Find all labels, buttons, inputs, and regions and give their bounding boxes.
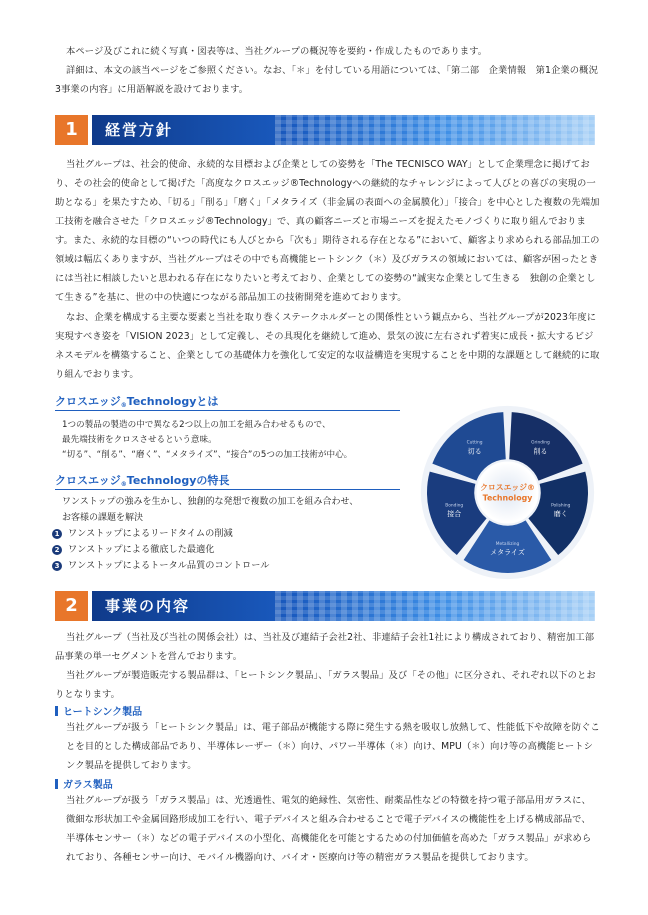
intro-line-2: 詳細は、本文の該当ページをご参照ください。なお、「＊」を付している用語については、「第二部 企業情報 第1企業の概況 3事業の内容」に用語解説を設けております。 (55, 65, 608, 95)
wheel-center (478, 463, 538, 523)
crossedge-heading-1-text: クロスエッジ (55, 395, 121, 408)
wheel-segment-en-label: Grinding (531, 440, 550, 446)
section1-title: 経営方針 (105, 121, 174, 139)
wheel-segment-en-label: Polishing (551, 503, 571, 509)
list-item-text: ワンストップによるトータル品質のコントロール (68, 560, 270, 571)
list-item (52, 542, 269, 558)
crossedge-desc-2b: お客様の課題を解決 (62, 513, 144, 523)
registered-mark: ® (120, 481, 127, 488)
number-badge: 2 (52, 545, 62, 555)
list-item (52, 526, 269, 542)
wheel-segment-en-label: Bonding (445, 503, 464, 509)
section2-number: 2 (55, 591, 88, 621)
wheel-segment-ja-label: 磨く (553, 509, 568, 518)
heatsink-heading (55, 703, 142, 718)
section1-paragraph-1: 当社グループは、社会的使命、永続的な目標および企業としての姿勢を「The TECNISCO WAY」として企業理念に掲げており、その社会的使命として掲げた「高度なクロスエッジ®Technologyへの継続的なチャレンジによって人びとの喜びの実現の一助となる」を果たすため、「切る」「削る」「磨く」「メタライズ（非金属の表面への金属膜化）」「接合」を中心とした複数の先端加工技術を融合させた「クロスエッジ®Technology」で、真の顧客ニーズと市場ニーズを捉えたモノづくりに取り組んでおります。また、永続的な目標の“いつの時代にも人びとから「次も」期待される存在となる”において、顧客より求められる部品加工の領域は幅広くありますが、当社グループはその中でも高機能ヒートシンク（＊）及びガラスの領域においては、顧客が困ったときには当社に相談したいと思われる存在になりたいと考えており、企業としての姿勢の“誠実な企業として生きる 独創の企業として生きる”を基に、世の中の快適につながる部品加工の技術開発を進めております。 (55, 159, 600, 303)
crossedge-heading-1-tail: Technologyとは (126, 395, 219, 408)
section1-number: 1 (55, 115, 88, 145)
wheel-segment-en-label: Cutting (466, 440, 483, 446)
crossedge-heading-2-rule (55, 489, 400, 490)
wheel-segment-ja-label: メタライズ (490, 548, 525, 557)
section2-header (55, 591, 595, 621)
wheel-center-line2: Technology (482, 493, 533, 503)
registered-mark: ® (120, 402, 127, 409)
crossedge-desc-1c: “切る”、“削る”、“磨く”、“メタライズ”、“接合”の5つの加工技術が中心。 (62, 450, 353, 460)
wheel-segment-ja-label: 切る (467, 447, 482, 456)
heading-marker (55, 779, 58, 789)
glass-paragraph: 当社グループが扱う「ガラス製品」は、光透過性、電気的絶縁性、気密性、耐薬品性などの特徴を持つ電子部品用ガラスに、微細な形状加工や金属回路形成加工を行い、電子デバイスと組み合わせることで電子デバイスの機能性を上げる構成部品で、半導体センサー（＊）などの電子デバイスの小型化、高機能化を可能とするための付加価値を高めた「ガラス製品」が求められており、各種センサー向け、モバイル機器向け、バイオ・医療向け等の精密ガラス製品を提供しております。 (66, 795, 592, 863)
list-item (52, 558, 269, 574)
crossedge-heading-1 (55, 393, 218, 409)
section1-paragraph-2: なお、企業を構成する主要な要素と当社を取り巻くステークホルダーとの関係性という観点から、当社グループが2023年度に実現すべき姿を「VISION 2023」として定義し、その具現化を継続して進め、景気の波に左右されず着実に成長・拡大するビジネスモデルを構築すること、企業としての基礎体力を強化して安定的な収益構造を実現することを中期的な課題として継続的に取り組んでおります。 (55, 312, 600, 380)
heading-marker (55, 706, 58, 716)
crossedge-heading-2-text: クロスエッジ (55, 474, 121, 487)
list-item-text: ワンストップによる徹底した最適化 (68, 544, 215, 555)
section1-header (55, 115, 595, 145)
section2-paragraph-1: 当社グループ（当社及び当社の関係会社）は、当社及び連結子会社2社、非連結子会社1社により構成されており、精密加工部品事業の単一セグメントを営んでおります。 (55, 632, 595, 662)
wheel-segment-ja-label: 削る (533, 447, 548, 456)
crossedge-heading-2 (55, 472, 229, 488)
glass-heading-text: ガラス製品 (63, 780, 113, 791)
crossedge-feature-list (52, 526, 269, 574)
number-badge: 3 (52, 561, 62, 571)
crossedge-desc-2a: ワンストップの強みを生かし、独創的な発想で複数の加工を組み合わせ、 (62, 497, 359, 507)
heatsink-heading-text: ヒートシンク製品 (63, 707, 143, 718)
crossedge-heading-1-rule (55, 410, 400, 411)
crossedge-desc-1b: 最先端技術をクロスさせるという意味。 (62, 435, 217, 445)
number-badge: 1 (52, 529, 62, 539)
crossedge-technology-wheel (420, 405, 595, 580)
crossedge-desc-1a: 1つの製品の製造の中で異なる2つ以上の加工を組み合わせるもので、 (62, 420, 331, 430)
list-item-text: ワンストップによるリードタイムの削減 (68, 528, 233, 539)
crossedge-heading-2-tail: Technologyの特長 (126, 474, 230, 487)
glass-heading (55, 776, 113, 791)
heatsink-paragraph: 当社グループが扱う「ヒートシンク製品」は、電子部品が機能する際に発生する熱を吸収し放熱して、性能低下や故障を防ぐことを目的とした構成部品であり、半導体レーザー（＊）向け、パワー半導体（＊）向け、MPU（＊）向け等の高機能ヒートシンク製品を提供しております。 (66, 722, 600, 771)
intro-line-1: 本ページ及びこれに続く写真・図表等は、当社グループの概況等を要約・作成したものであります。 (66, 46, 488, 57)
section2-title: 事業の内容 (105, 597, 191, 615)
wheel-segment-en-label: Metallizing (495, 542, 520, 547)
wheel-center-line1: クロスエッジ® (480, 482, 535, 492)
wheel-segment-ja-label: 接合 (447, 509, 462, 518)
section2-paragraph-2: 当社グループが製造販売する製品群は、「ヒートシンク製品」、「ガラス製品」及び「その他」に区分され、それぞれ以下のとおりとなります。 (55, 670, 596, 700)
